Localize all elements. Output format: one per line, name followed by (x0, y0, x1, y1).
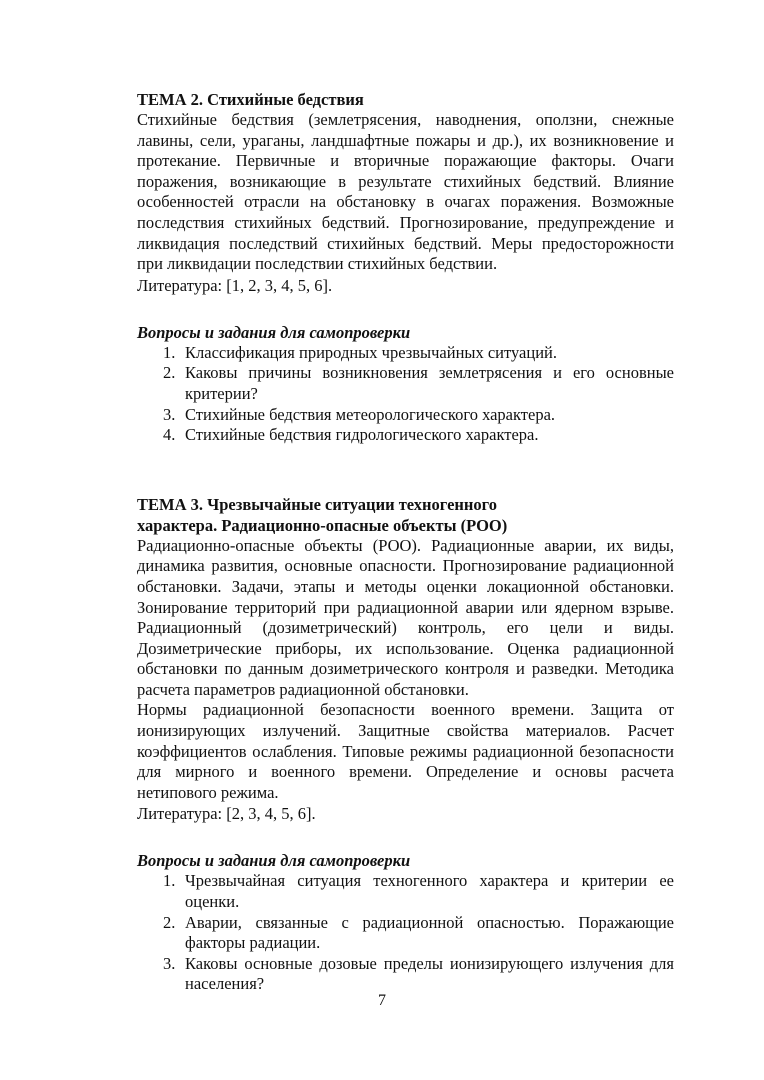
list-item (137, 425, 674, 446)
topic3-body2: Нормы радиационной безопасности военного времени. Защита от ионизирующих излучений. Защитные свойства материалов. Расчет коэффициентов ослабления. Типовые режимы радиационной безопасности для мирного и военного времени. Определение и основы расчета нетипового режима. (137, 700, 674, 802)
list-item (137, 871, 674, 912)
list-item (137, 343, 674, 364)
topic3-body1: Радиационно-опасные объекты (РОО). Радиационные аварии, их виды, динамика развития, основные опасности. Прогнозирование радиационной обстановки. Задачи, этапы и методы оценки локационной обстановки. Зонирование территорий при радиационной аварии или ядерном взрыве. Радиационный (дозиметрический) контроль, его цели и виды. Дозиметрические приборы, их использование. Оценка радиационной обстановки по данным дозиметрического контроля и разведки. Методика расчета параметров радиационной обстановки. (137, 535, 674, 699)
item-number: 1. (163, 871, 176, 891)
item-text: Аварии, связанные с радиационной опасностью. Поражающие факторы радиации. (185, 912, 674, 953)
list-item (137, 954, 674, 995)
page-number: 7 (378, 992, 386, 1009)
page-content (137, 89, 674, 995)
topic3-title-line1: ТЕМА 3. Чрезвычайные ситуации техногенного (137, 494, 498, 514)
item-number: 2. (163, 363, 176, 383)
topic2-literature: Литература: [1, 2, 3, 4, 5, 6]. (137, 275, 333, 295)
topic2-title: ТЕМА 2. Стихийные бедствия (137, 90, 364, 109)
topic3-literature: Литература: [2, 3, 4, 5, 6]. (137, 804, 316, 824)
item-text: Стихийные бедствия метеорологического характера. (185, 404, 556, 424)
list-item (137, 363, 674, 404)
item-number: 4. (163, 425, 176, 445)
item-text: Каковы причины возникновения землетрясения и его основные критерии? (185, 363, 674, 403)
topic2-questions-title: Вопросы и задания для самопроверки (137, 322, 411, 342)
topic3-questions-list (137, 871, 674, 995)
item-number: 2. (163, 912, 176, 932)
item-number: 1. (163, 342, 176, 362)
topic2-questions-list (137, 343, 674, 446)
topic3-questions-title: Вопросы и задания для самопроверки (137, 851, 411, 871)
list-item (137, 913, 674, 954)
item-text: Классификация природных чрезвычайных ситуаций. (185, 342, 557, 362)
item-number: 3. (163, 953, 176, 973)
list-item (137, 405, 674, 426)
item-text: Чрезвычайная ситуация техногенного характера и критерии ее оценки. (185, 871, 674, 912)
topic3-title (137, 494, 674, 536)
item-number: 3. (163, 404, 176, 424)
topic2-body (137, 110, 674, 275)
topic2-body-text: Стихийные бедствия (землетрясения, наводнения, оползни, снежные лавины, сели, ураганы, ландшафтные пожары и др.), их возникновение и протекание. Первичные и вторичные поражающие факторы. Очаги поражения, возникающие в результате стихийных бедствий. Влияние особенностей отрасли на обстановку в очагах поражения. Возможные последствия стихийных бедствий. Прогнозирование, предупреждение и ликвидация последствий стихийных бедствий. Меры предосторожности при ликвидации последствии стихийных бедствии. (137, 110, 674, 274)
item-text: Стихийные бедствия гидрологического характера. (185, 425, 539, 445)
topic3-title-line2: характера. Радиационно-опасные объекты (РОО) (137, 515, 508, 535)
item-text: Каковы основные дозовые пределы ионизирующего излучения для населения? (185, 953, 674, 994)
